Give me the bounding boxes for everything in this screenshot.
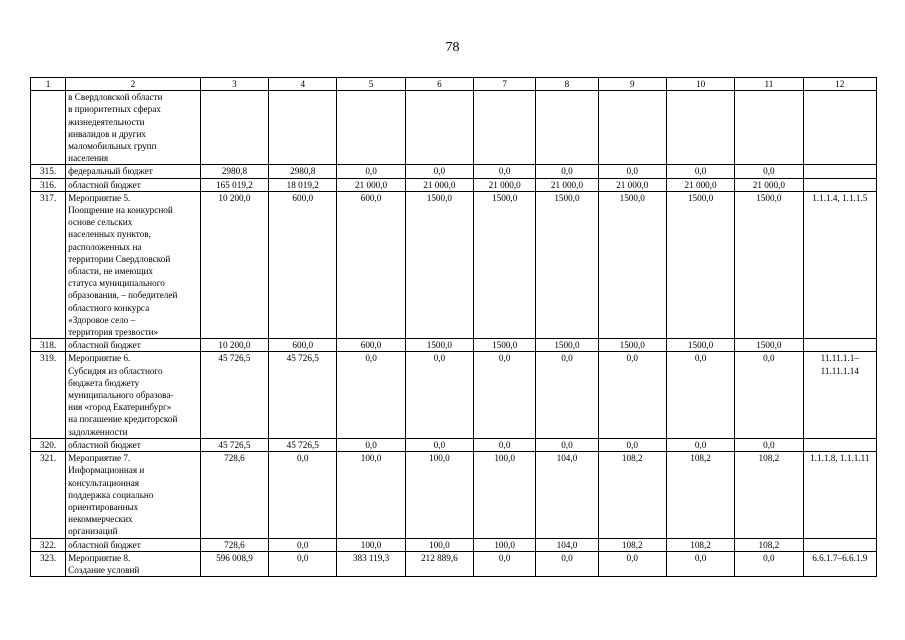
value-cell: 104,0 — [536, 538, 598, 551]
header-cell: 11 — [735, 78, 803, 91]
value-cell: 1500,0 — [536, 191, 598, 338]
description-line: муниципального образова- — [68, 390, 174, 401]
table-row — [31, 352, 877, 438]
value-cell — [337, 91, 405, 165]
value-cell — [200, 91, 268, 165]
value-cell — [666, 91, 734, 165]
table-row — [31, 191, 877, 338]
value-cell: 21 000,0 — [337, 178, 405, 191]
value-cell: 0,0 — [735, 551, 803, 576]
description-line: Поощрение на конкурсной — [68, 205, 173, 216]
header-cell: 12 — [803, 78, 876, 91]
target-line: 11.11.1.14 — [820, 365, 859, 376]
row-description — [66, 339, 201, 352]
description-line: задолженности — [68, 426, 128, 437]
value-cell — [405, 91, 473, 165]
row-number: 318. — [31, 339, 66, 352]
description-line: Мероприятие 5. — [68, 192, 131, 203]
value-cell: 1500,0 — [666, 191, 734, 338]
description-line: ния «город Екатеринбург» — [68, 402, 172, 413]
row-number: 316. — [31, 178, 66, 191]
value-cell: 2980,8 — [269, 165, 337, 178]
value-cell: 0,0 — [666, 438, 734, 451]
row-number: 319. — [31, 352, 66, 438]
description-line: некоммерческих — [68, 514, 133, 525]
value-cell: 108,2 — [666, 538, 734, 551]
value-cell: 0,0 — [666, 352, 734, 438]
description-line: жизнедеятельности — [68, 116, 145, 127]
value-cell: 600,0 — [337, 191, 405, 338]
value-cell: 0,0 — [536, 551, 598, 576]
value-cell: 10 200,0 — [200, 339, 268, 352]
value-cell: 100,0 — [405, 538, 473, 551]
table-row — [31, 452, 877, 538]
value-cell: 0,0 — [337, 352, 405, 438]
value-cell: 100,0 — [474, 538, 536, 551]
description-line: территория трезвости» — [68, 327, 159, 338]
row-description — [66, 91, 201, 165]
value-cell: 100,0 — [337, 538, 405, 551]
value-cell: 600,0 — [269, 339, 337, 352]
value-cell: 728,6 — [200, 452, 268, 538]
description-line: федеральный бюджет — [68, 166, 153, 177]
value-cell: 0,0 — [536, 165, 598, 178]
value-cell — [474, 91, 536, 165]
value-cell: 0,0 — [598, 438, 666, 451]
description-line: в приоритетных сферах — [68, 104, 161, 115]
value-cell: 21 000,0 — [598, 178, 666, 191]
description-line: Создание условий — [68, 564, 140, 575]
value-cell: 21 000,0 — [474, 178, 536, 191]
value-cell: 212 889,6 — [405, 551, 473, 576]
table-row — [31, 538, 877, 551]
value-cell: 108,2 — [735, 538, 803, 551]
row-description — [66, 191, 201, 338]
row-number: 320. — [31, 438, 66, 451]
value-cell: 0,0 — [269, 551, 337, 576]
row-number: 323. — [31, 551, 66, 576]
value-cell: 108,2 — [735, 452, 803, 538]
value-cell: 1500,0 — [536, 339, 598, 352]
target-indicator — [803, 178, 876, 191]
description-line: областной бюджет — [68, 179, 141, 190]
value-cell: 100,0 — [405, 452, 473, 538]
value-cell: 1500,0 — [598, 191, 666, 338]
header-cell: 2 — [66, 78, 201, 91]
value-cell: 0,0 — [405, 438, 473, 451]
value-cell: 104,0 — [536, 452, 598, 538]
value-cell: 2980,8 — [200, 165, 268, 178]
description-line: населения — [68, 153, 109, 164]
description-line: организаций — [68, 526, 118, 537]
value-cell: 0,0 — [474, 352, 536, 438]
value-cell: 0,0 — [405, 352, 473, 438]
description-line: Мероприятие 6. — [68, 353, 131, 364]
description-line: областной бюджет — [68, 539, 141, 550]
description-line: областной бюджет — [68, 340, 141, 351]
header-cell: 1 — [31, 78, 66, 91]
description-line: на погашение кредиторской — [68, 414, 178, 425]
target-line: 11.11.1.1– — [820, 353, 859, 364]
header-cell: 7 — [474, 78, 536, 91]
value-cell: 45 726,5 — [200, 352, 268, 438]
row-number: 317. — [31, 191, 66, 338]
value-cell: 1500,0 — [666, 339, 734, 352]
value-cell: 600,0 — [337, 339, 405, 352]
value-cell: 0,0 — [405, 165, 473, 178]
row-description — [66, 551, 201, 576]
value-cell: 0,0 — [269, 452, 337, 538]
value-cell — [536, 91, 598, 165]
budget-table — [30, 77, 877, 577]
value-cell: 1500,0 — [735, 191, 803, 338]
value-cell: 10 200,0 — [200, 191, 268, 338]
value-cell: 0,0 — [598, 165, 666, 178]
value-cell: 0,0 — [666, 165, 734, 178]
row-number — [31, 91, 66, 165]
description-line: бюджета бюджету — [68, 377, 140, 388]
description-line: областной бюджет — [68, 439, 141, 450]
description-line: области, не имеющих — [68, 266, 154, 277]
value-cell: 21 000,0 — [405, 178, 473, 191]
description-line: ориентированных — [68, 501, 139, 512]
value-cell: 21 000,0 — [536, 178, 598, 191]
value-cell: 728,6 — [200, 538, 268, 551]
description-line: расположенных на — [68, 241, 142, 252]
table-row — [31, 438, 877, 451]
value-cell: 0,0 — [735, 352, 803, 438]
value-cell: 0,0 — [598, 352, 666, 438]
description-line: областного конкурса — [68, 302, 150, 313]
value-cell: 100,0 — [474, 452, 536, 538]
description-line: в Свердловской области — [68, 92, 163, 103]
header-cell: 4 — [269, 78, 337, 91]
value-cell — [735, 91, 803, 165]
value-cell: 383 119,3 — [337, 551, 405, 576]
table-row — [31, 178, 877, 191]
value-cell — [598, 91, 666, 165]
description-line: «Здоровое село – — [68, 314, 136, 325]
description-line: инвалидов и других — [68, 128, 147, 139]
header-cell: 3 — [200, 78, 268, 91]
value-cell: 600,0 — [269, 191, 337, 338]
description-line: территории Свердловской — [68, 253, 171, 264]
header-row — [31, 78, 877, 91]
description-line: Мероприятие 7. — [68, 453, 131, 464]
value-cell: 100,0 — [337, 452, 405, 538]
value-cell: 1500,0 — [598, 339, 666, 352]
row-number: 322. — [31, 538, 66, 551]
value-cell: 108,2 — [666, 452, 734, 538]
value-cell — [269, 91, 337, 165]
value-cell: 0,0 — [666, 551, 734, 576]
header-cell: 9 — [598, 78, 666, 91]
header-cell: 10 — [666, 78, 734, 91]
table-row — [31, 339, 877, 352]
header-cell: 6 — [405, 78, 473, 91]
page-number: 78 — [445, 40, 460, 55]
description-line: маломобильных групп — [68, 141, 157, 152]
value-cell: 0,0 — [474, 551, 536, 576]
description-line: Мероприятие 8. — [68, 552, 131, 563]
value-cell: 0,0 — [337, 438, 405, 451]
row-description — [66, 178, 201, 191]
row-description — [66, 538, 201, 551]
description-line: статуса муниципального — [68, 278, 165, 289]
row-number: 321. — [31, 452, 66, 538]
description-line: поддержка социально — [68, 489, 154, 500]
value-cell: 18 019,2 — [269, 178, 337, 191]
value-cell: 21 000,0 — [735, 178, 803, 191]
value-cell: 45 726,5 — [200, 438, 268, 451]
description-line: образования, – победителей — [68, 290, 178, 301]
value-cell: 45 726,5 — [269, 352, 337, 438]
value-cell: 0,0 — [474, 165, 536, 178]
value-cell: 0,0 — [598, 551, 666, 576]
target-indicator — [803, 352, 876, 438]
value-cell: 1500,0 — [474, 339, 536, 352]
table-row — [31, 165, 877, 178]
value-cell: 108,2 — [598, 538, 666, 551]
value-cell: 0,0 — [536, 438, 598, 451]
table-row — [31, 551, 877, 576]
value-cell: 1500,0 — [405, 191, 473, 338]
row-description — [66, 352, 201, 438]
row-description — [66, 438, 201, 451]
target-indicator — [803, 165, 876, 178]
value-cell: 0,0 — [337, 165, 405, 178]
target-indicator: 1.1.1.8, 1.1.1.11 — [803, 452, 876, 538]
value-cell: 596 008,9 — [200, 551, 268, 576]
target-indicator — [803, 91, 876, 165]
value-cell: 1500,0 — [474, 191, 536, 338]
target-indicator — [803, 339, 876, 352]
description-line: Субсидия из областного — [68, 365, 163, 376]
value-cell: 0,0 — [474, 438, 536, 451]
value-cell: 165 019,2 — [200, 178, 268, 191]
row-number: 315. — [31, 165, 66, 178]
target-indicator: 6.6.1.7–6.6.1.9 — [803, 551, 876, 576]
target-indicator — [803, 538, 876, 551]
value-cell: 0,0 — [269, 538, 337, 551]
row-description — [66, 165, 201, 178]
description-line: населенных пунктов, — [68, 229, 151, 240]
target-indicator: 1.1.1.4, 1.1.1.5 — [803, 191, 876, 338]
value-cell: 1500,0 — [735, 339, 803, 352]
value-cell: 45 726,5 — [269, 438, 337, 451]
description-line: основе сельских — [68, 217, 133, 228]
value-cell: 0,0 — [735, 165, 803, 178]
value-cell: 1500,0 — [405, 339, 473, 352]
description-line: консультационная — [68, 477, 140, 488]
value-cell: 0,0 — [735, 438, 803, 451]
value-cell: 0,0 — [536, 352, 598, 438]
header-cell: 8 — [536, 78, 598, 91]
value-cell: 108,2 — [598, 452, 666, 538]
description-line: Информационная и — [68, 465, 145, 476]
target-indicator — [803, 438, 876, 451]
header-cell: 5 — [337, 78, 405, 91]
value-cell: 21 000,0 — [666, 178, 734, 191]
table-row — [31, 91, 877, 165]
row-description — [66, 452, 201, 538]
